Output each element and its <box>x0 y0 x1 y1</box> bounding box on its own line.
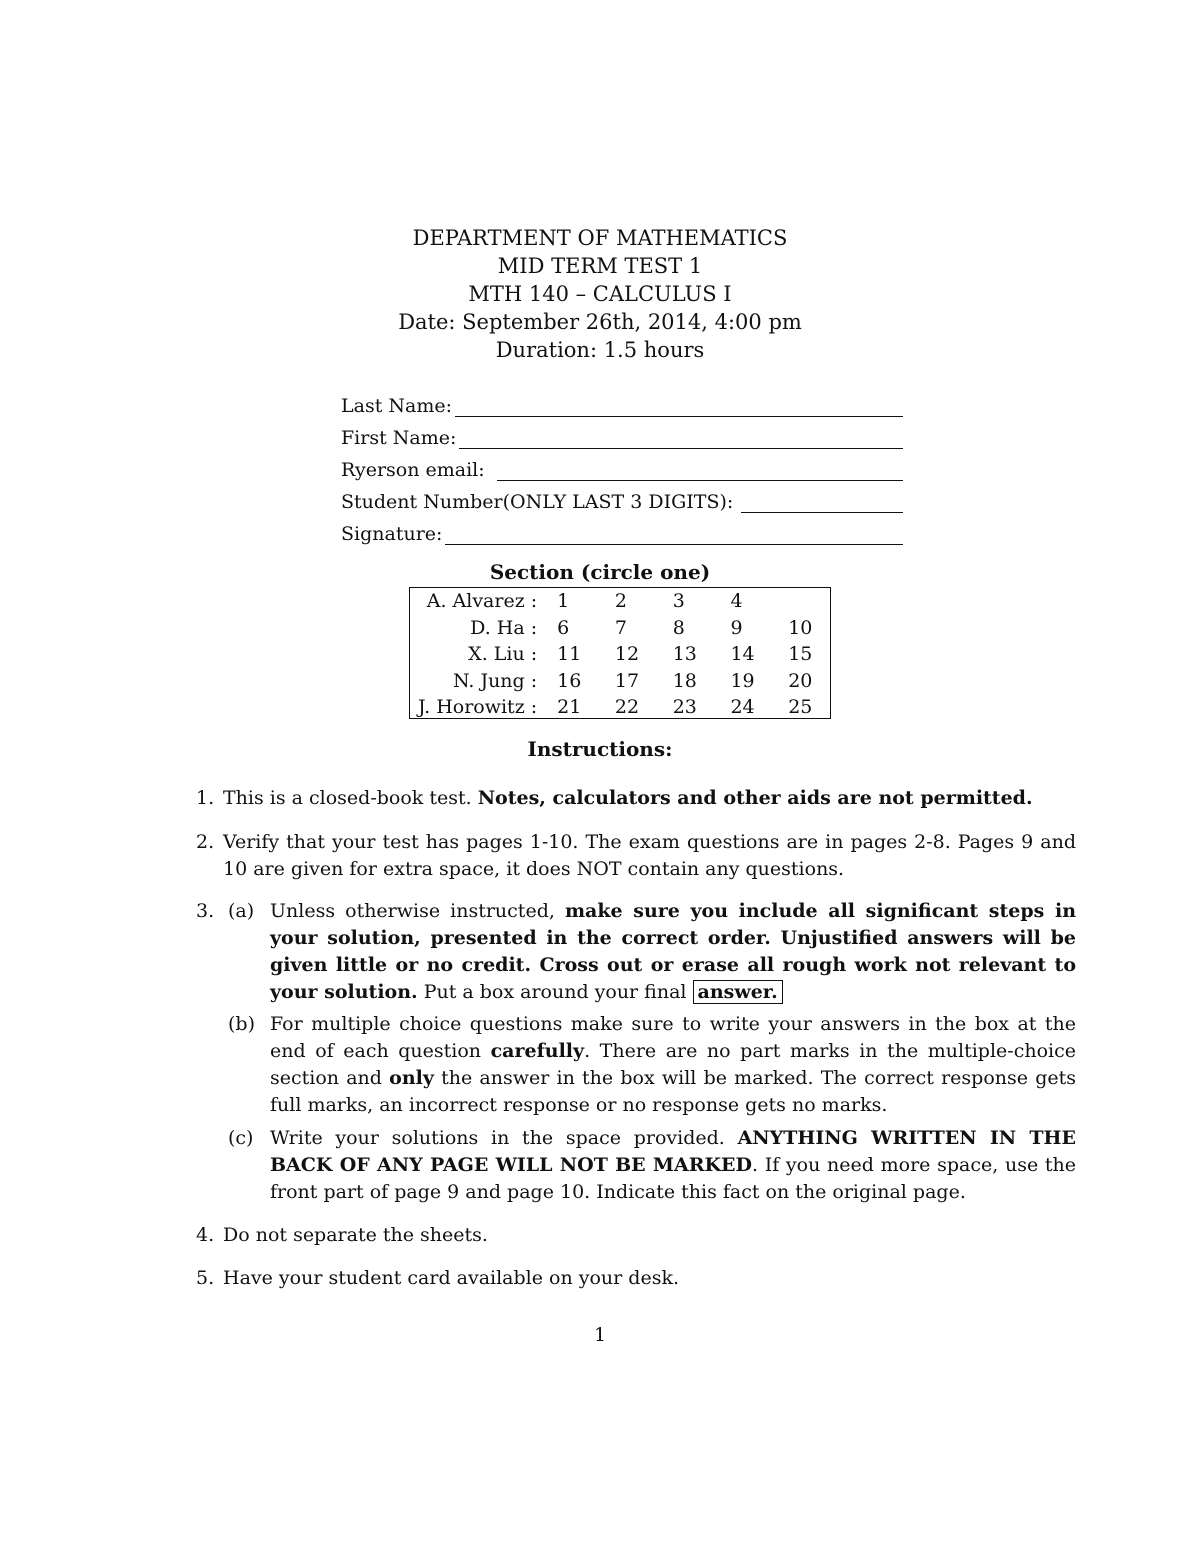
instructor-name: N. Jung : <box>452 669 538 692</box>
item-number: 5. <box>196 1267 215 1289</box>
section-number[interactable]: 3 <box>672 590 685 613</box>
section-number[interactable]: 13 <box>672 643 697 666</box>
fill-in-line[interactable] <box>497 460 903 481</box>
instruction-text: Put a box around your final <box>417 981 693 1003</box>
instruction-text: Verify that your test has pages 1-10. The exam questions are in pages 2-8. Pages 9 and 10 are given for extra space, it does NOT contain any questions. <box>223 831 1076 880</box>
section-number[interactable]: 15 <box>788 643 813 666</box>
first-name-field[interactable] <box>341 417 903 449</box>
instruction-text: For multiple choice questions make sure to write your answers in the box at the end of each question <box>270 1013 1076 1062</box>
fill-in-line[interactable] <box>455 396 903 417</box>
field-label: Last Name: <box>341 395 452 417</box>
item-number: 4. <box>196 1224 215 1246</box>
item-number: 1. <box>196 787 215 809</box>
instruction-item <box>196 785 1076 812</box>
section-number[interactable]: 21 <box>557 696 582 719</box>
instruction-text: Have your student card available on your desk. <box>223 1267 679 1289</box>
instruction-text: the answer in the box will be marked. The correct response gets full marks, an incorrect response or no response gets no marks. <box>270 1067 1076 1116</box>
department-title: DEPARTMENT OF MATHEMATICS <box>412 226 788 250</box>
instruction-emphasis: ANYTHING WRITTEN IN THE BACK OF ANY PAGE WILL NOT BE MARKED <box>270 1127 1076 1176</box>
instruction-text: Do not separate the sheets. <box>223 1224 488 1246</box>
field-label: Ryerson email: <box>341 459 485 481</box>
section-number[interactable]: 8 <box>672 616 685 639</box>
section-table <box>409 587 831 719</box>
section-row <box>410 588 830 615</box>
section-number[interactable]: 11 <box>557 643 582 666</box>
item-number: 2. <box>196 831 215 853</box>
section-number[interactable]: 25 <box>788 696 813 719</box>
instruction-subitem-c <box>223 1125 1076 1206</box>
section-number[interactable]: 9 <box>730 616 743 639</box>
test-title: MID TERM TEST 1 <box>497 254 703 278</box>
section-number[interactable]: 12 <box>614 643 640 666</box>
email-field[interactable] <box>341 449 903 481</box>
instruction-item <box>196 1265 1076 1292</box>
instructor-name: A. Alvarez : <box>426 590 538 613</box>
instruction-subitem-b <box>223 1011 1076 1119</box>
section-number[interactable]: 6 <box>557 616 570 639</box>
subitem-label: (a) <box>228 900 255 922</box>
item-number: 3. <box>196 900 215 922</box>
section-number[interactable]: 7 <box>614 616 628 639</box>
student-number-field[interactable] <box>341 481 903 513</box>
section-number[interactable]: 20 <box>788 669 813 692</box>
instructor-name: D. Ha : <box>470 616 538 639</box>
field-label: Student Number(ONLY LAST 3 DIGITS): <box>341 491 734 513</box>
section-number[interactable]: 1 <box>557 590 570 613</box>
instruction-emphasis: carefully <box>490 1040 585 1062</box>
instruction-item <box>196 1222 1076 1249</box>
instruction-emphasis: only <box>389 1067 434 1089</box>
exam-date: Date: September 26th, 2014, 4:00 pm <box>398 310 802 334</box>
field-label: Signature: <box>341 523 443 545</box>
section-number[interactable]: 18 <box>672 669 697 692</box>
section-number[interactable]: 16 <box>557 669 582 692</box>
fill-in-line[interactable] <box>741 492 903 513</box>
instruction-text: Write your solutions in the space provided. <box>270 1127 738 1149</box>
section-number[interactable]: 10 <box>788 616 813 639</box>
course-title: MTH 140 – CALCULUS I <box>468 282 732 306</box>
instruction-emphasis: make sure you include all significant steps in your solution, presented in the correct order. Unjustified answers will be given little or no credit. Cross out or erase all rough work not relevant to your solution. <box>270 900 1077 1003</box>
last-name-field[interactable] <box>341 385 903 417</box>
section-row <box>410 641 830 668</box>
subitem-label: (b) <box>228 1013 255 1035</box>
instruction-text: . There are no part marks in the multiple-choice section and <box>270 1040 1076 1089</box>
instruction-subitem-a <box>223 898 1076 1006</box>
section-number[interactable]: 4 <box>730 590 743 613</box>
student-info-fields <box>341 385 903 545</box>
section-number[interactable]: 19 <box>730 669 755 692</box>
instruction-text: . If you need more space, use the front part of page 9 and page 10. Indicate this fact on the original page. <box>270 1154 1076 1203</box>
section-number[interactable]: 24 <box>730 696 755 719</box>
field-label: First Name: <box>341 427 457 449</box>
section-row <box>410 615 830 642</box>
section-row <box>410 668 830 695</box>
subitem-label: (c) <box>228 1127 254 1149</box>
exam-duration: Duration: 1.5 hours <box>495 338 705 362</box>
instructions-title: Instructions: <box>527 737 673 761</box>
instructor-name: J. Horowitz : <box>417 696 538 719</box>
page-number: 1 <box>593 1324 607 1346</box>
instruction-emphasis: Notes, calculators and other aids are not permitted. <box>477 787 1033 809</box>
section-number[interactable]: 23 <box>672 696 697 719</box>
signature-field[interactable] <box>341 513 903 545</box>
exam-header <box>0 224 1200 364</box>
instruction-text: This is a closed-book test. <box>223 787 478 809</box>
fill-in-line[interactable] <box>445 524 903 545</box>
section-title: Section (circle one) <box>489 560 711 584</box>
section-number[interactable]: 22 <box>614 696 640 719</box>
instruction-text: Unless otherwise instructed, <box>270 900 565 922</box>
boxed-answer-example: answer. <box>693 980 783 1004</box>
instruction-item <box>196 829 1076 883</box>
section-number[interactable]: 2 <box>614 590 628 613</box>
section-number[interactable]: 17 <box>614 669 640 692</box>
instructor-name: X. Liu : <box>468 643 538 666</box>
section-number[interactable]: 14 <box>730 643 755 666</box>
section-row <box>410 694 830 721</box>
fill-in-line[interactable] <box>459 428 903 449</box>
